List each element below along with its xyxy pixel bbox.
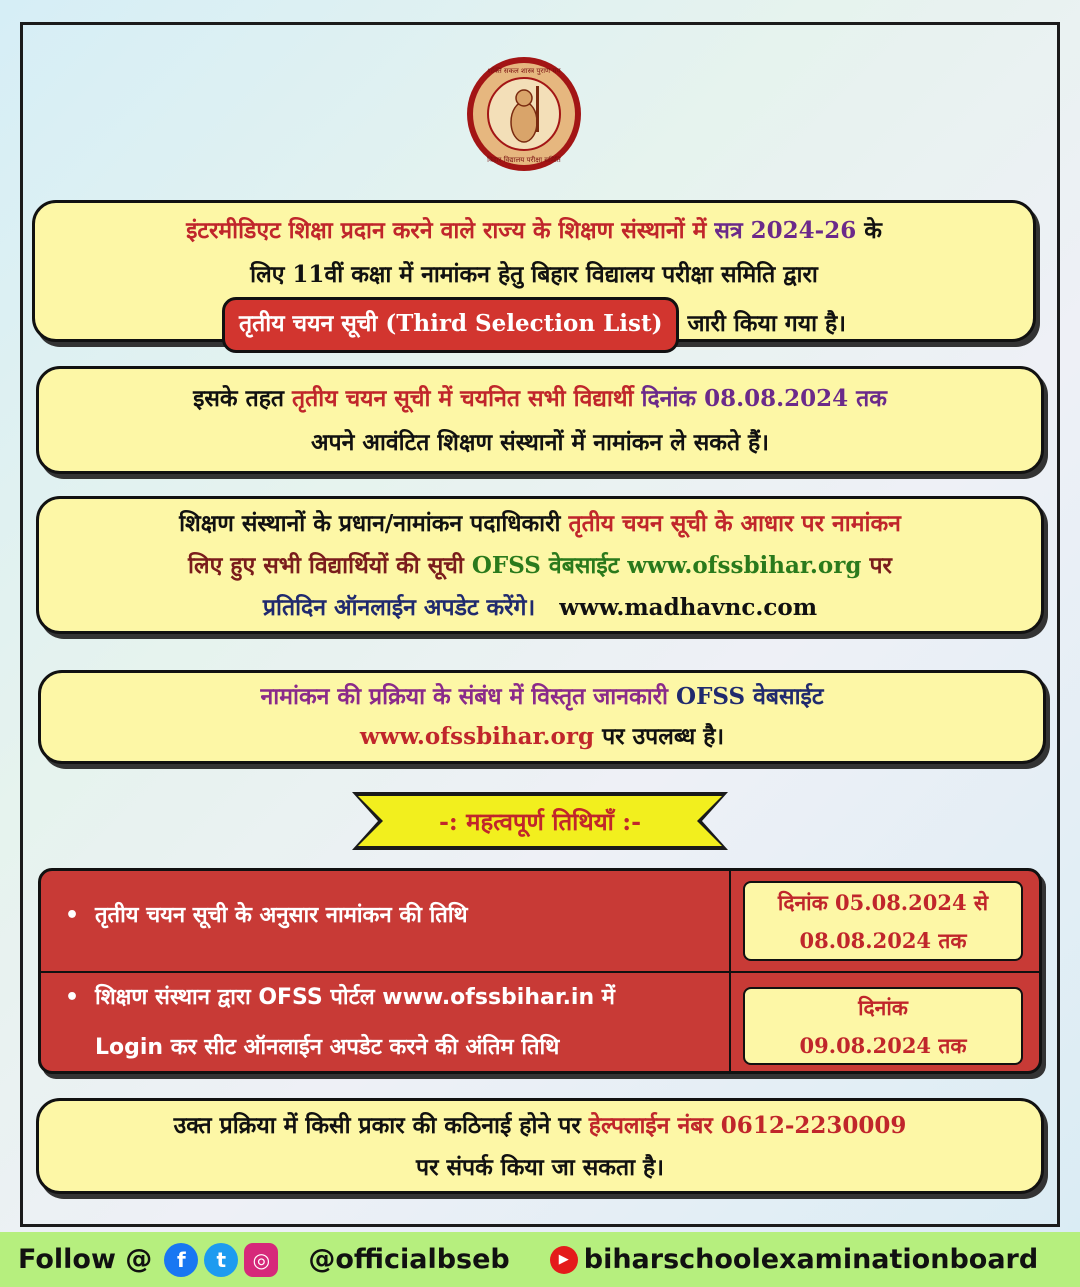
date-row-1-value: दिनांक 05.08.2024 से 08.08.2024 तक [743,881,1023,961]
box3-text-c: लिए हुए सभी विद्यार्थियों की सूची [188,552,472,579]
date-row-2-value: दिनांक 09.08.2024 तक [743,987,1023,1065]
madhavnc-link[interactable]: www.madhavnc.com [559,594,818,621]
banner-title: -: महत्वपूर्ण तिथियाँ :- [438,807,642,836]
box3-text-a: शिक्षण संस्थानों के प्रधान/नामांकन पदाधिकारी [179,510,569,537]
social-handle[interactable]: @officialbseb [308,1244,510,1275]
box1-line-3: जारी किया गया है। [679,310,846,337]
box1-line-2: लिए 11वीं कक्षा में नामांकन हेतु बिहार विद्यालय परीक्षा समिति द्वारा [250,261,818,288]
logo-text-top: शक्ति सकल शास्त्र पुराण मय [487,67,561,75]
box4-text-a: नामांकन की प्रक्रिया के संबंध में विस्तृत जानकारी [260,683,677,710]
box1-text-a: इंटरमीडिएट शिक्षा प्रदान करने वाले राज्य के शिक्षण संस्थानों में [186,217,715,244]
box3-text-e: प्रतिदिन ऑनलाईन अपडेट करेंगे। [262,594,536,621]
ofss-website-link[interactable]: OFSS वेबसाईट www.ofssbihar.org [471,552,862,579]
notice-box-4 [38,670,1046,764]
box2-text-b: तृतीय चयन सूची में चयनित सभी विद्यार्थी [292,385,642,412]
logo-text-bottom: बिहार विद्यालय परीक्षा समिति [487,156,561,164]
important-dates-banner [352,790,728,852]
box3-text-b: तृतीय चयन सूची के आधार पर नामांकन [568,510,901,537]
table-row [41,973,1039,1074]
box2-text-a: इसके तहत [193,385,293,412]
box1-session: सत्र 2024-26 [714,217,857,244]
table-row [41,871,1039,971]
social-footer [0,1232,1080,1287]
ofss-website-link-2[interactable]: www.ofssbihar.org [359,723,595,750]
box5-text-a: उक्त प्रक्रिया में किसी प्रकार की कठिनाई होने पर [173,1112,589,1139]
notice-box-1 [32,200,1036,342]
follow-label: Follow @ [18,1244,153,1275]
helpline-number[interactable]: हेल्पलाईन नंबर 0612-2230009 [588,1112,907,1139]
box4-ofss: OFSS वेबसाईट [676,683,824,710]
dates-table [38,868,1042,1074]
notice-box-2 [36,366,1044,474]
date-row-1-label: • तृतीय चयन सूची के अनुसार नामांकन की तिथि [65,903,468,928]
twitter-icon[interactable]: t [204,1243,238,1277]
notice-box-3 [36,496,1044,634]
youtube-icon[interactable]: ▶ [550,1246,578,1274]
third-selection-list-pill: तृतीय चयन सूची (Third Selection List) [222,297,679,353]
box2-line-2: अपने आवंटित शिक्षण संस्थानों में नामांकन ले सकते हैं। [310,429,769,456]
box2-date: दिनांक 08.08.2024 तक [641,385,887,412]
date-row-2-label: • शिक्षण संस्थान द्वारा OFSS पोर्टल www.ofssbihar.in में Login कर सीट ऑनलाईन अपडेट करने की अंतिम तिथि [65,985,615,1060]
box5-line-2: पर संपर्क किया जा सकता है। [416,1154,664,1181]
notice-box-5 [36,1098,1044,1194]
bseb-logo [466,56,582,172]
box1-text-c: के [856,217,882,244]
youtube-channel[interactable]: biharschoolexaminationboard [583,1244,1039,1275]
instagram-icon[interactable]: ◎ [244,1243,278,1277]
facebook-icon[interactable]: f [164,1243,198,1277]
box4-text-b: पर उपलब्ध है। [594,723,725,750]
box3-text-d: पर [861,552,892,579]
